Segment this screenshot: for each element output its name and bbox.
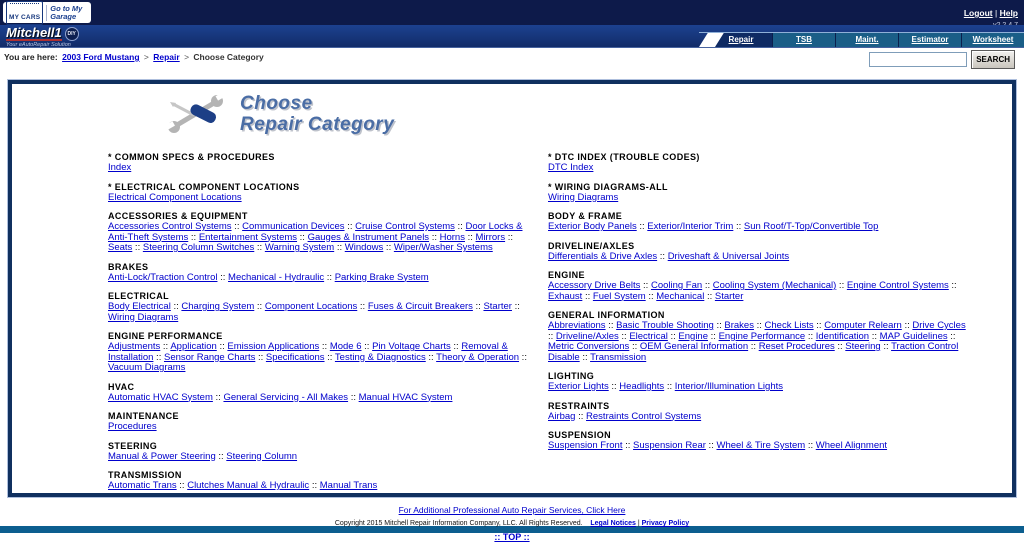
category-link[interactable]: Mechanical (656, 290, 705, 302)
link-separator: :: (334, 242, 345, 253)
category-links (108, 422, 530, 433)
link-separator: :: (383, 242, 394, 253)
link-separator: :: (153, 351, 164, 363)
category-link[interactable]: Starter (714, 290, 744, 302)
link-separator: :: (948, 280, 957, 291)
category-heading: * COMMON SPECS & PROCEDURES (108, 152, 275, 162)
category-section (108, 262, 530, 284)
category-links (548, 412, 970, 423)
category-links (548, 321, 970, 363)
link-separator: :: (132, 242, 143, 253)
link-separator: :: (645, 290, 657, 302)
link-separator: :: (708, 330, 719, 342)
category-link[interactable]: Component Locations (264, 301, 358, 312)
pipe-separator: | (994, 8, 998, 18)
category-link[interactable]: Anti-Lock/Traction Control (108, 271, 218, 283)
category-heading: BODY & FRAME (548, 211, 623, 221)
garage-button-label: Go to My Garage (46, 5, 88, 21)
tab-tsb[interactable]: TSB (772, 33, 835, 47)
category-link[interactable]: Cruise Control Systems (355, 221, 455, 232)
go-to-my-garage-button[interactable] (3, 2, 91, 23)
category-link[interactable]: Horns (439, 231, 465, 243)
link-separator: :: (705, 440, 717, 451)
category-link[interactable]: Application (170, 341, 217, 352)
link-separator: :: (947, 330, 956, 342)
category-link[interactable]: Wiring Diagrams (548, 191, 619, 203)
category-link[interactable]: Engine Performance (718, 330, 806, 342)
category-section (108, 211, 530, 254)
legal-notices-link[interactable]: Legal Notices (590, 520, 636, 527)
category-section (108, 470, 530, 492)
category-heading: STEERING (108, 440, 158, 451)
category-link[interactable]: Driveshaft & Universal Joints (667, 250, 790, 262)
brand-tagline: Your eAutoRepair Solution (6, 42, 71, 48)
category-links (108, 393, 530, 404)
category-heading: BRAKES (108, 261, 149, 272)
breadcrumb-link[interactable]: Repair (153, 52, 180, 62)
category-link[interactable]: Procedures (108, 421, 157, 432)
link-separator: :: (657, 250, 668, 262)
category-link[interactable]: Automatic HVAC System (108, 391, 213, 403)
tab-estimator[interactable]: Estimator (898, 33, 961, 47)
link-separator: :: (357, 301, 368, 312)
category-section (108, 441, 530, 463)
category-link[interactable]: Sensor Range Charts (163, 351, 256, 363)
link-separator: :: (582, 290, 593, 302)
link-separator: :: (188, 231, 199, 243)
link-separator: :: (450, 341, 462, 352)
logo-wordmark: Mitchell1 (6, 25, 62, 40)
category-heading: ENGINE PERFORMANCE (108, 331, 223, 341)
mitchell1-logo (6, 26, 79, 48)
breadcrumb-separator: > (141, 52, 152, 62)
link-separator: :: (511, 301, 520, 312)
link-separator: :: (836, 280, 847, 291)
breadcrumb-current: Choose Category (193, 52, 264, 62)
category-link[interactable]: Adjustments (108, 341, 161, 352)
category-link[interactable]: Traction Control Disable (548, 341, 959, 363)
help-link[interactable]: Help (999, 8, 1018, 18)
category-heading: MAINTENANCE (108, 411, 179, 421)
category-section (548, 241, 970, 263)
category-section (108, 382, 530, 404)
link-separator: :: (901, 320, 913, 331)
category-heading: * DTC INDEX (TROUBLE CODES) (548, 152, 700, 162)
plate-label: MY CARS (9, 13, 41, 21)
category-link[interactable]: Windows (344, 242, 384, 253)
category-link[interactable]: Communication Devices (242, 221, 345, 232)
link-separator: :: (834, 341, 846, 352)
category-link[interactable]: Accessories Control Systems (108, 221, 232, 232)
category-link[interactable]: Entertainment Systems (198, 231, 298, 243)
link-separator: :: (713, 320, 725, 331)
category-column-left (108, 152, 530, 500)
link-separator: :: (309, 480, 320, 491)
category-heading: ENGINE (548, 270, 585, 280)
link-separator: :: (254, 242, 265, 253)
link-separator: :: (548, 330, 556, 342)
category-links (548, 441, 970, 452)
category-link[interactable]: Parking Brake System (334, 271, 429, 283)
category-link[interactable]: Sun Roof/T-Top/Convertible Top (743, 221, 879, 232)
link-separator: :: (575, 410, 587, 422)
category-section (548, 182, 970, 204)
category-link[interactable]: OEM General Information (639, 341, 749, 352)
category-heading: * WIRING DIAGRAMS-ALL (548, 181, 668, 192)
logo-nav-bar (0, 25, 1024, 48)
category-heading: HVAC (108, 381, 135, 392)
tab-bar (699, 32, 1024, 47)
category-link[interactable]: Accessory Drive Belts (548, 280, 641, 291)
category-link[interactable]: Steering (845, 341, 881, 352)
category-link[interactable]: Emission Applications (227, 341, 320, 352)
category-heading: SUSPENSION (548, 430, 612, 440)
search-area (869, 50, 1015, 69)
link-separator: :: (217, 271, 229, 283)
category-section (548, 152, 970, 174)
category-link[interactable]: Exhaust (548, 290, 583, 302)
category-link[interactable]: Theory & Operation (436, 351, 520, 363)
link-separator: :: (215, 450, 227, 462)
link-separator: :: (640, 280, 651, 291)
category-links (548, 281, 970, 302)
link-separator: :: (472, 301, 484, 312)
link-separator: :: (805, 440, 816, 451)
category-link[interactable]: Mode 6 (329, 341, 362, 352)
category-link[interactable]: Manual Trans (319, 480, 378, 491)
category-heading: DRIVELINE/AXLES (548, 240, 635, 251)
category-link[interactable]: Engine Control Systems (846, 280, 949, 291)
category-heading: * ELECTRICAL COMPONENT LOCATIONS (108, 181, 300, 192)
category-column-right (548, 152, 970, 500)
category-link[interactable]: DTC Index (548, 162, 594, 173)
category-heading: TRANSMISSION (108, 470, 182, 480)
category-links (548, 252, 970, 263)
category-link[interactable]: Exterior/Interior Trim (647, 221, 734, 232)
link-separator: :: (170, 301, 182, 312)
category-link[interactable]: Index (108, 162, 132, 173)
category-link[interactable]: Suspension Front (548, 440, 623, 451)
category-link[interactable]: MAP Guidelines (879, 330, 948, 342)
category-link[interactable]: Electrical Component Locations (108, 191, 242, 203)
link-separator: :: (505, 231, 514, 243)
category-link[interactable]: Interior/Illumination Lights (674, 381, 783, 392)
link-separator: :: (608, 381, 620, 392)
tab-repair[interactable]: Repair (709, 33, 772, 47)
link-separator: :: (231, 221, 243, 232)
link-separator: :: (454, 221, 466, 232)
category-section (108, 331, 530, 374)
category-link[interactable]: Identification (815, 330, 870, 342)
category-link[interactable]: Differentials & Drive Axles (548, 250, 658, 262)
category-link[interactable]: Transmission (590, 351, 647, 363)
link-separator: :: (160, 341, 171, 352)
category-links (548, 163, 970, 174)
category-link[interactable]: Manual & Power Steering (108, 450, 216, 462)
link-separator: :: (629, 341, 640, 352)
category-link[interactable]: Fuses & Circuit Breakers (367, 301, 473, 312)
category-section (548, 211, 970, 233)
category-link[interactable]: Clutches Manual & Hydraulic (187, 480, 310, 491)
link-separator: :: (664, 381, 675, 392)
category-link[interactable]: Wiper/Washer Systems (393, 242, 493, 253)
link-separator: :: (212, 391, 224, 403)
category-links (108, 273, 530, 284)
link-separator: :: (319, 341, 330, 352)
category-section (548, 270, 970, 302)
category-links (548, 193, 970, 204)
category-links (548, 222, 970, 233)
category-link[interactable]: Removal & Installation (108, 341, 508, 363)
category-link[interactable]: Door Locks & Anti-Theft Systems (108, 221, 523, 243)
link-separator: :: (324, 271, 335, 283)
page-title (240, 93, 394, 135)
link-separator: :: (425, 351, 437, 363)
category-link[interactable]: Warning System (264, 242, 335, 253)
link-separator: :: (704, 290, 715, 302)
logout-link[interactable]: Logout (963, 8, 993, 18)
link-separator: :: (748, 341, 759, 352)
link-separator: :: (254, 301, 265, 312)
footer (0, 497, 1024, 542)
category-links (108, 481, 530, 492)
breadcrumb-separator: > (181, 52, 192, 62)
breadcrumb-prefix: You are here: (4, 52, 58, 62)
category-link[interactable]: Starter (483, 301, 512, 312)
category-link[interactable]: Manual HVAC System (358, 391, 453, 403)
link-separator: :: (622, 440, 634, 451)
category-link[interactable]: Gauges & Instrument Panels (307, 231, 430, 243)
link-separator: :: (813, 320, 825, 331)
link-separator: :: (344, 221, 356, 232)
category-link[interactable]: Abbreviations (548, 320, 606, 331)
category-links (108, 342, 530, 374)
category-section (108, 152, 530, 174)
category-link[interactable]: Computer Relearn (824, 320, 902, 331)
category-links (108, 452, 530, 463)
category-link[interactable]: Airbag (548, 410, 576, 422)
category-links (108, 193, 530, 204)
link-separator: :: (869, 330, 880, 342)
category-link[interactable]: Mechanical - Hydraulic (228, 271, 325, 283)
category-link[interactable]: Charging System (181, 301, 255, 312)
page-header (164, 90, 1012, 138)
top-right-links (964, 0, 1024, 25)
category-link[interactable]: Automatic Trans (108, 480, 177, 491)
link-separator: :: (579, 351, 591, 363)
category-link[interactable]: Check Lists (764, 320, 814, 331)
link-separator: :: (464, 231, 476, 243)
category-link[interactable]: Engine (678, 330, 709, 342)
link-separator: :: (702, 280, 713, 291)
category-links (108, 222, 530, 254)
category-link[interactable]: Wheel Alignment (815, 440, 888, 451)
link-separator: :: (429, 231, 440, 243)
category-link[interactable]: Drive Cycles (912, 320, 966, 331)
link-separator: :: (618, 330, 630, 342)
license-plate-icon (6, 1, 43, 25)
breadcrumb-items (60, 52, 264, 62)
category-link[interactable]: Suspension Rear (633, 440, 706, 451)
category-link[interactable]: Electrical (629, 330, 668, 342)
category-link[interactable]: Specifications (265, 351, 325, 363)
pipe-separator: | (637, 520, 640, 527)
category-section (548, 430, 970, 452)
copyright-text: Copyright 2015 Mitchell Repair Information Company, LLC. All Rights Reserved. (334, 520, 583, 527)
link-separator: :: (361, 341, 373, 352)
category-link[interactable]: Vacuum Diagrams (108, 362, 186, 373)
category-link[interactable]: Metric Conversions (548, 341, 630, 352)
category-section (108, 182, 530, 204)
category-link[interactable]: Steering Column Switches (142, 242, 255, 253)
link-separator: :: (605, 320, 617, 331)
link-separator: :: (519, 351, 527, 363)
category-link[interactable]: Body Electrical (108, 301, 171, 312)
category-link[interactable]: Brakes (724, 320, 754, 331)
category-columns (12, 152, 1012, 500)
category-links (108, 163, 530, 174)
category-link[interactable]: Exterior Body Panels (548, 221, 637, 232)
category-link[interactable]: Steering Column (226, 450, 298, 462)
category-link[interactable]: Cooling System (Mechanical) (712, 280, 837, 291)
category-link[interactable]: Testing & Diagnostics (334, 351, 426, 363)
category-heading: RESTRAINTS (548, 400, 610, 411)
category-link[interactable]: Reset Procedures (758, 341, 835, 352)
link-separator: :: (176, 480, 188, 491)
category-section (548, 310, 970, 363)
diy-badge-icon: DIY (65, 27, 79, 41)
category-section (108, 411, 530, 433)
category-link[interactable]: Restraints Control Systems (586, 410, 702, 422)
page-title-line2: Repair Category (240, 114, 395, 135)
search-input[interactable] (869, 52, 967, 67)
category-link[interactable]: Seats (108, 242, 133, 253)
crossed-tools-icon (164, 92, 226, 136)
link-separator: :: (297, 231, 308, 243)
category-link[interactable]: Fuel System (592, 290, 646, 302)
link-separator: :: (733, 221, 744, 232)
category-link[interactable]: Driveline/Axles (555, 330, 619, 342)
category-heading: GENERAL INFORMATION (548, 310, 665, 320)
main-content-panel (8, 80, 1016, 497)
privacy-policy-link[interactable]: Privacy Policy (641, 520, 690, 527)
link-separator: :: (324, 351, 335, 363)
link-separator: :: (348, 391, 359, 403)
link-separator: :: (753, 320, 765, 331)
search-button[interactable]: SEARCH (971, 50, 1015, 69)
category-heading: ELECTRICAL (108, 291, 169, 301)
tab-maint[interactable]: Maint. (835, 33, 898, 47)
link-separator: :: (216, 341, 228, 352)
top-utility-bar (0, 0, 1024, 25)
link-separator: :: (667, 330, 679, 342)
page-title-line1: Choose (240, 93, 313, 114)
promo-link[interactable]: For Additional Professional Auto Repair Services, Click Here (398, 505, 626, 515)
category-link[interactable]: Exterior Lights (548, 381, 609, 392)
category-link[interactable]: General Servicing - All Makes (223, 391, 349, 403)
link-separator: :: (805, 330, 816, 342)
category-link[interactable]: Basic Trouble Shooting (616, 320, 714, 331)
category-link[interactable]: Headlights (619, 381, 665, 392)
category-link[interactable]: Cooling Fan (650, 280, 703, 291)
link-separator: :: (255, 351, 266, 363)
category-links (108, 302, 530, 323)
category-section (108, 291, 530, 323)
category-link[interactable]: Mirrors (475, 231, 506, 243)
category-link[interactable]: Wheel & Tire System (716, 440, 806, 451)
link-separator: :: (636, 221, 648, 232)
tab-worksheet[interactable]: Worksheet (961, 33, 1024, 47)
category-link[interactable]: Wiring Diagrams (108, 311, 179, 323)
category-link[interactable]: Pin Voltage Charts (372, 341, 451, 352)
category-heading: ACCESSORIES & EQUIPMENT (108, 211, 248, 221)
category-section (548, 371, 970, 393)
link-separator: :: (880, 341, 892, 352)
back-to-top-link[interactable]: :: TOP :: (494, 532, 530, 542)
category-section (548, 401, 970, 423)
category-heading: LIGHTING (548, 371, 595, 381)
category-links (548, 382, 970, 393)
breadcrumb-link[interactable]: 2003 Ford Mustang (62, 52, 140, 62)
